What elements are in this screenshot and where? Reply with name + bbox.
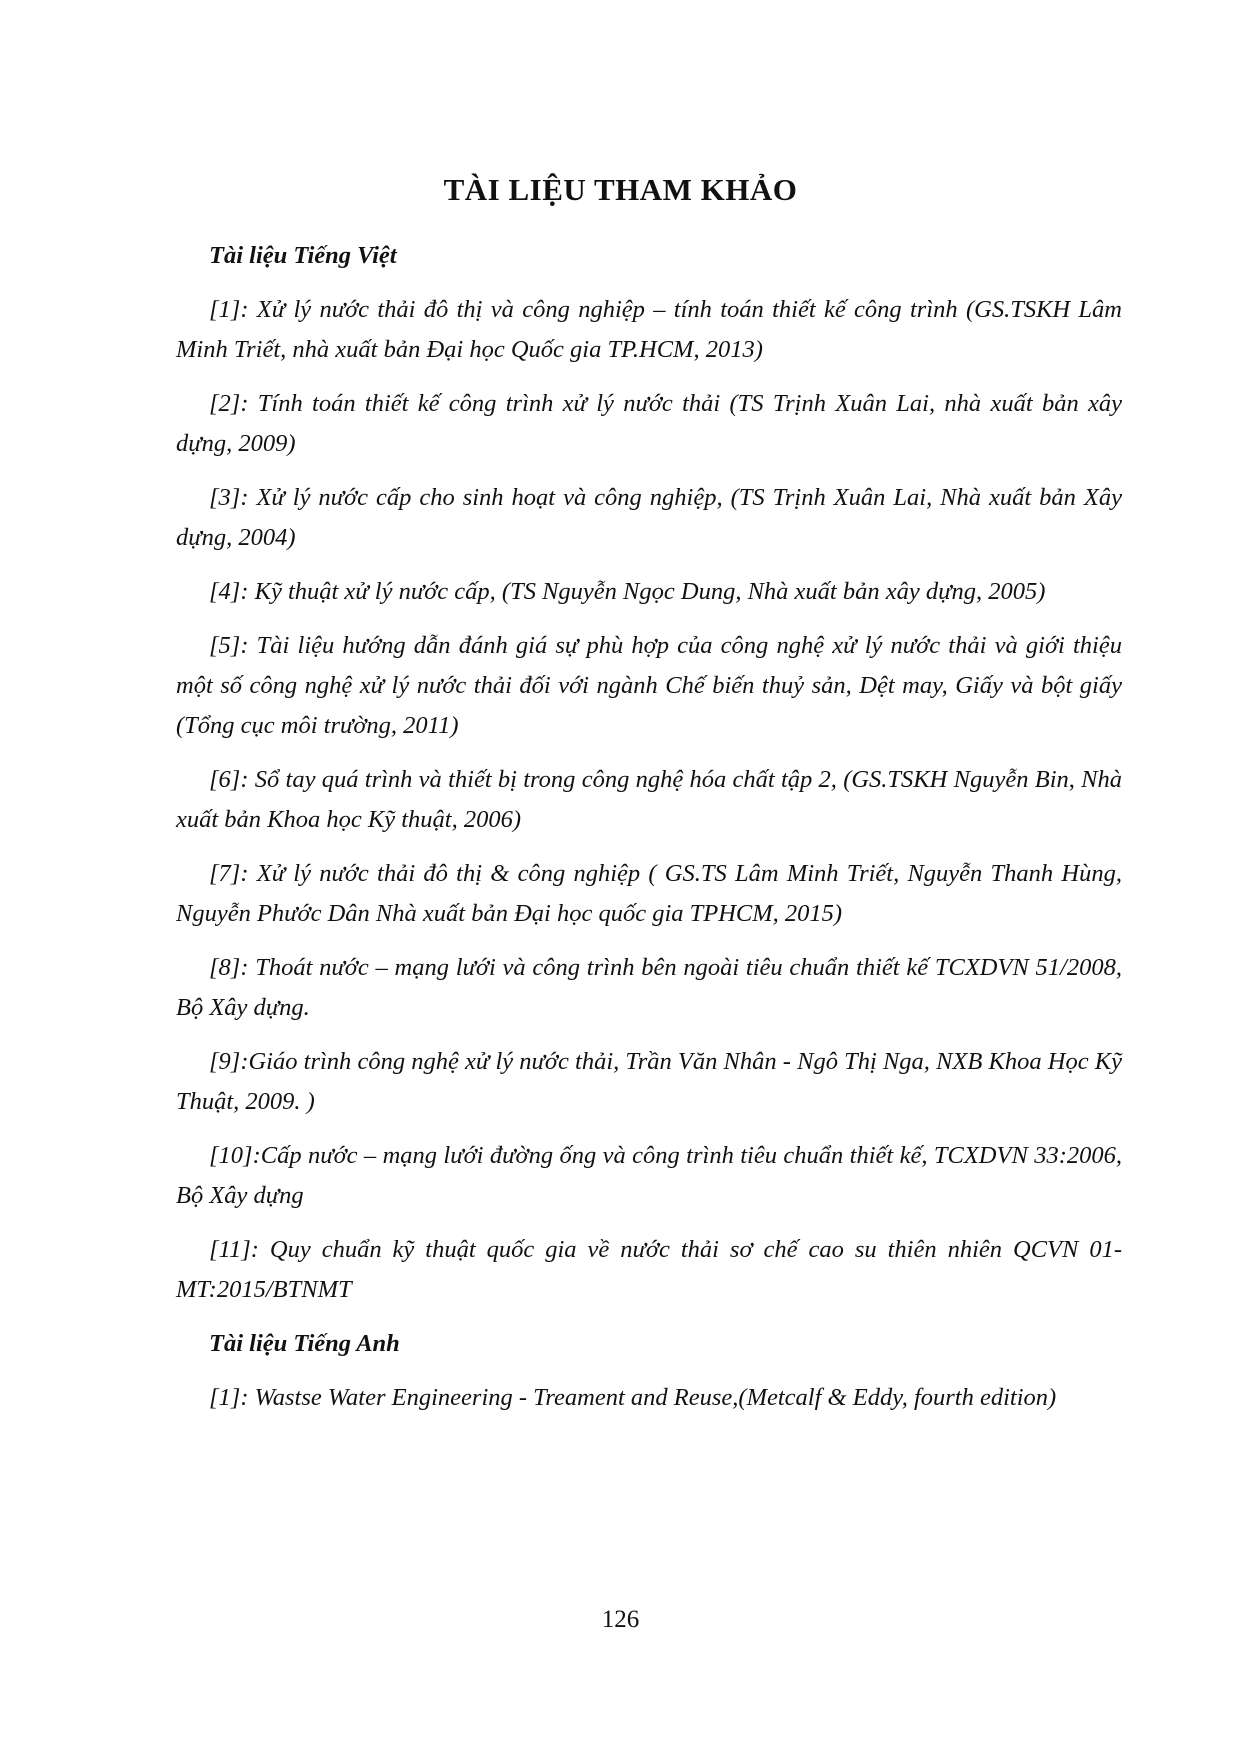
reference-vn-10: [10]:Cấp nước – mạng lưới đường ống và công trình tiêu chuẩn thiết kế, TCXDVN 33:2006, Bộ Xây dựng [176,1142,1122,1209]
references-content [176,236,1122,1432]
reference-vn-7: [7]: Xử lý nước thải đô thị & công nghiệp ( GS.TS Lâm Minh Triết, Nguyễn Thanh Hùng, Nguyễn Phước Dân Nhà xuất bản Đại học quốc gia TPHCM, 2015) [176,860,1122,927]
reference-vn-2: [2]: Tính toán thiết kế công trình xử lý nước thải (TS Trịnh Xuân Lai, nhà xuất bản xây dựng, 2009) [176,390,1122,457]
reference-vn-5: [5]: Tài liệu hướng dẫn đánh giá sự phù hợp của công nghệ xử lý nước thải và giới thiệu một số công nghệ xử lý nước thải đối với ngành Chế biến thuỷ sản, Dệt may, Giấy và bột giấy (Tổng cục môi trường, 2011) [176,632,1122,739]
reference-vn-6: [6]: Sổ tay quá trình và thiết bị trong công nghệ hóa chất tập 2, (GS.TSKH Nguyễn Bin, Nhà xuất bản Khoa học Kỹ thuật, 2006) [176,766,1122,833]
section-heading-vietnamese: Tài liệu Tiếng Việt [209,242,397,269]
section-vietnamese [176,236,1122,1310]
reference-vn-3: [3]: Xử lý nước cấp cho sinh hoạt và công nghiệp, (TS Trịnh Xuân Lai, Nhà xuất bản Xây dựng, 2004) [176,484,1122,551]
section-heading-english: Tài liệu Tiếng Anh [209,1330,400,1357]
page-number: 126 [601,1606,640,1633]
page-title: TÀI LIỆU THAM KHẢO [443,172,798,207]
reference-vn-9: [9]:Giáo trình công nghệ xử lý nước thải, Trần Văn Nhân - Ngô Thị Nga, NXB Khoa Học Kỹ Thuật, 2009. ) [176,1048,1122,1115]
reference-vn-8: [8]: Thoát nước – mạng lưới và công trình bên ngoài tiêu chuẩn thiết kế TCXDVN 51/2008, Bộ Xây dựng. [176,954,1122,1021]
reference-vn-4: [4]: Kỹ thuật xử lý nước cấp, (TS Nguyễn Ngọc Dung, Nhà xuất bản xây dựng, 2005) [209,578,1046,605]
reference-vn-1: [1]: Xử lý nước thải đô thị và công nghiệp – tính toán thiết kế công trình (GS.TSKH Lâm Minh Triết, nhà xuất bản Đại học Quốc gia TP.HCM, 2013) [176,296,1122,363]
section-english [176,1324,1122,1418]
reference-en-1: [1]: Wastse Water Engineering - Treament and Reuse,(Metcalf & Eddy, fourth edition) [209,1384,1057,1411]
reference-vn-11: [11]: Quy chuẩn kỹ thuật quốc gia về nước thải sơ chế cao su thiên nhiên QCVN 01-MT:2015/BTNMT [176,1236,1122,1303]
